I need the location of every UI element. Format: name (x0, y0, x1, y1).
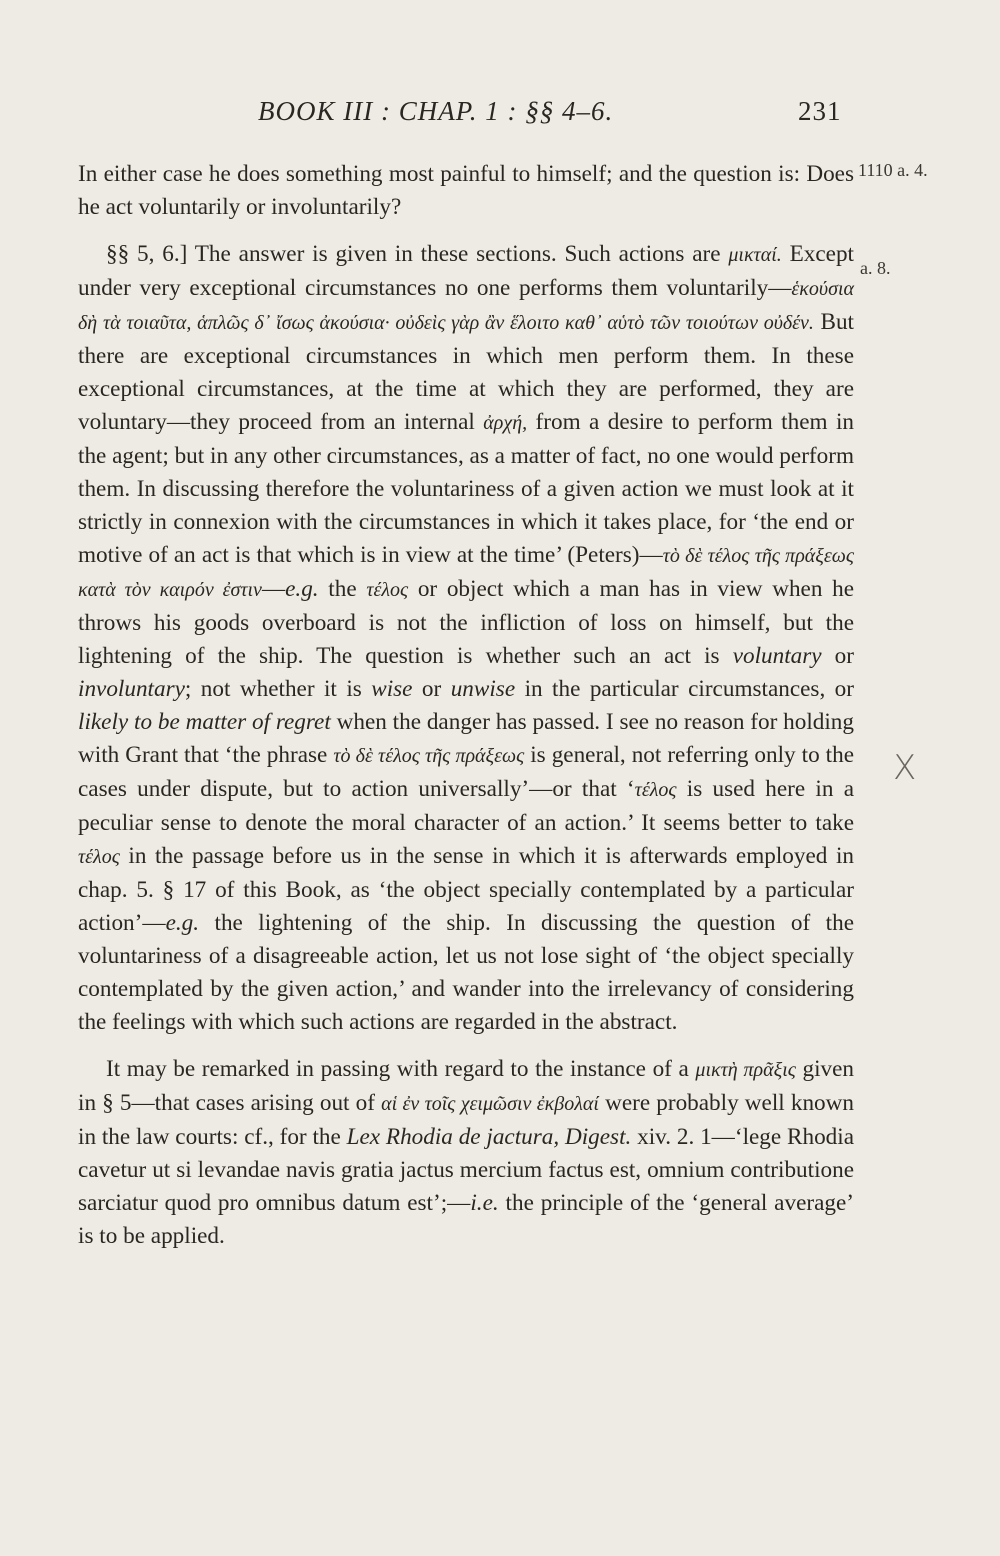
greek-text: ἀρχή, (483, 412, 528, 434)
greek-text: τέλος (634, 779, 677, 801)
greek-text: τέλος (78, 846, 120, 868)
greek-text: μικτὴ πρᾶξις (695, 1059, 796, 1081)
greek-text: ἑκούσια δὴ τὰ τοιαῦτα, ἁπλῶς δ᾽ ἴσως ἀκούσια· οὐδεὶς γὰρ ἂν ἕλοιτο καθ᾽ αὑτὸ τῶν τοιούτων οὐδέν. (78, 278, 854, 334)
greek-text: αἱ ἐν τοῖς χειμῶσιν ἐκβολαί (381, 1093, 599, 1115)
section-reference: §§ 5, 6.] (106, 241, 188, 267)
greek-text: τὸ δὲ τέλος τῆς πράξεως κατὰ τὸν καιρόν ἐστιν (78, 545, 854, 601)
page-number: 231 (798, 96, 842, 126)
handwritten-x-mark: X (893, 748, 917, 788)
body-text (78, 158, 854, 1253)
greek-text: μικταί. (728, 244, 782, 266)
paragraph-2: §§ 5, 6.] The answer is given in these sections. Such actions are μικταί. Except under very exceptional circumstances no one performs them voluntarily—ἑκούσια δὴ τὰ τοιαῦτα, ἁπλῶς δ᾽ ἴσως ἀκούσια· οὐδεὶς γὰρ ἂν ἕλοιτο καθ᾽ αὑτὸ τῶν τοιούτων οὐδέν. But there are exceptional circumstances in which men perform them. In these exceptional circumstances, at the time at which they are performed, they are voluntary—they proceed from an internal ἀρχή, from a desire to perform them in the agent; but in any other circumstances, as a matter of fact, no one would perform them. In discussing therefore the voluntariness of a given action we must look at it strictly in connexion with the circumstances in which it takes place, for ‘the end or motive of an act is that which is in view at the time’ (Peters)—τὸ δὲ τέλος τῆς πράξεως κατὰ τὸν καιρόν ἐστιν—e.g. the τέλος or object which a man has in view when he throws his goods overboard is not the infliction of loss on himself, but the lightening of the ship. The question is whether such an act is voluntary or involuntary; not whether it is wise or unwise in the particular circumstances, or likely to be matter of regret when the danger has passed. I see no reason for holding with Grant that ‘the phrase τὸ δὲ τέλος τῆς πράξεως is general, not referring only to the cases under dispute, but to action universally’—or that ‘τέλος is used here in a peculiar sense to denote the moral character of an action.’ It seems better to take τέλος in the passage before us in the sense in which it is afterwards employed in chap. 5. § 17 of this Book, as ‘the object specially contemplated by a particular action’—e.g. the lightening of the ship. In discussing the question of the voluntariness of a disagreeable action, let us not lose sight of ‘the object specially contemplated by the given action,’ and wander into the irrelevancy of considering the feelings with which such actions are regarded in the abstract. (78, 241, 855, 1035)
greek-text: τέλος (366, 579, 409, 601)
greek-text: τὸ δὲ τέλος τῆς πράξεως (333, 745, 525, 767)
running-header (258, 96, 858, 136)
margin-reference-1110a4: 1110 a. 4. (858, 160, 928, 180)
paragraph-1: In either case he does something most painful to himself; and the question is: Does he act voluntarily or involuntarily? (78, 161, 854, 220)
margin-reference-a8: a. 8. (860, 258, 891, 278)
chapter-title: BOOK III : CHAP. 1 : §§ 4–6. (258, 96, 614, 126)
paragraph-3: It may be remarked in passing with regard to the instance of a μικτὴ πρᾶξις given in § 5—that cases arising out of αἱ ἐν τοῖς χειμῶσιν ἐκβολαί were probably well known in the law courts: cf., for the Lex Rhodia de jactura, Digest. xiv. 2. 1—‘lege Rhodia cavetur ut si levandae navis gratia jactus mercium factus est, omnium contributione sarciatur quod pro omnibus datum est’;—i.e. the principle of the ‘general average’ is to be applied. (78, 1056, 854, 1249)
